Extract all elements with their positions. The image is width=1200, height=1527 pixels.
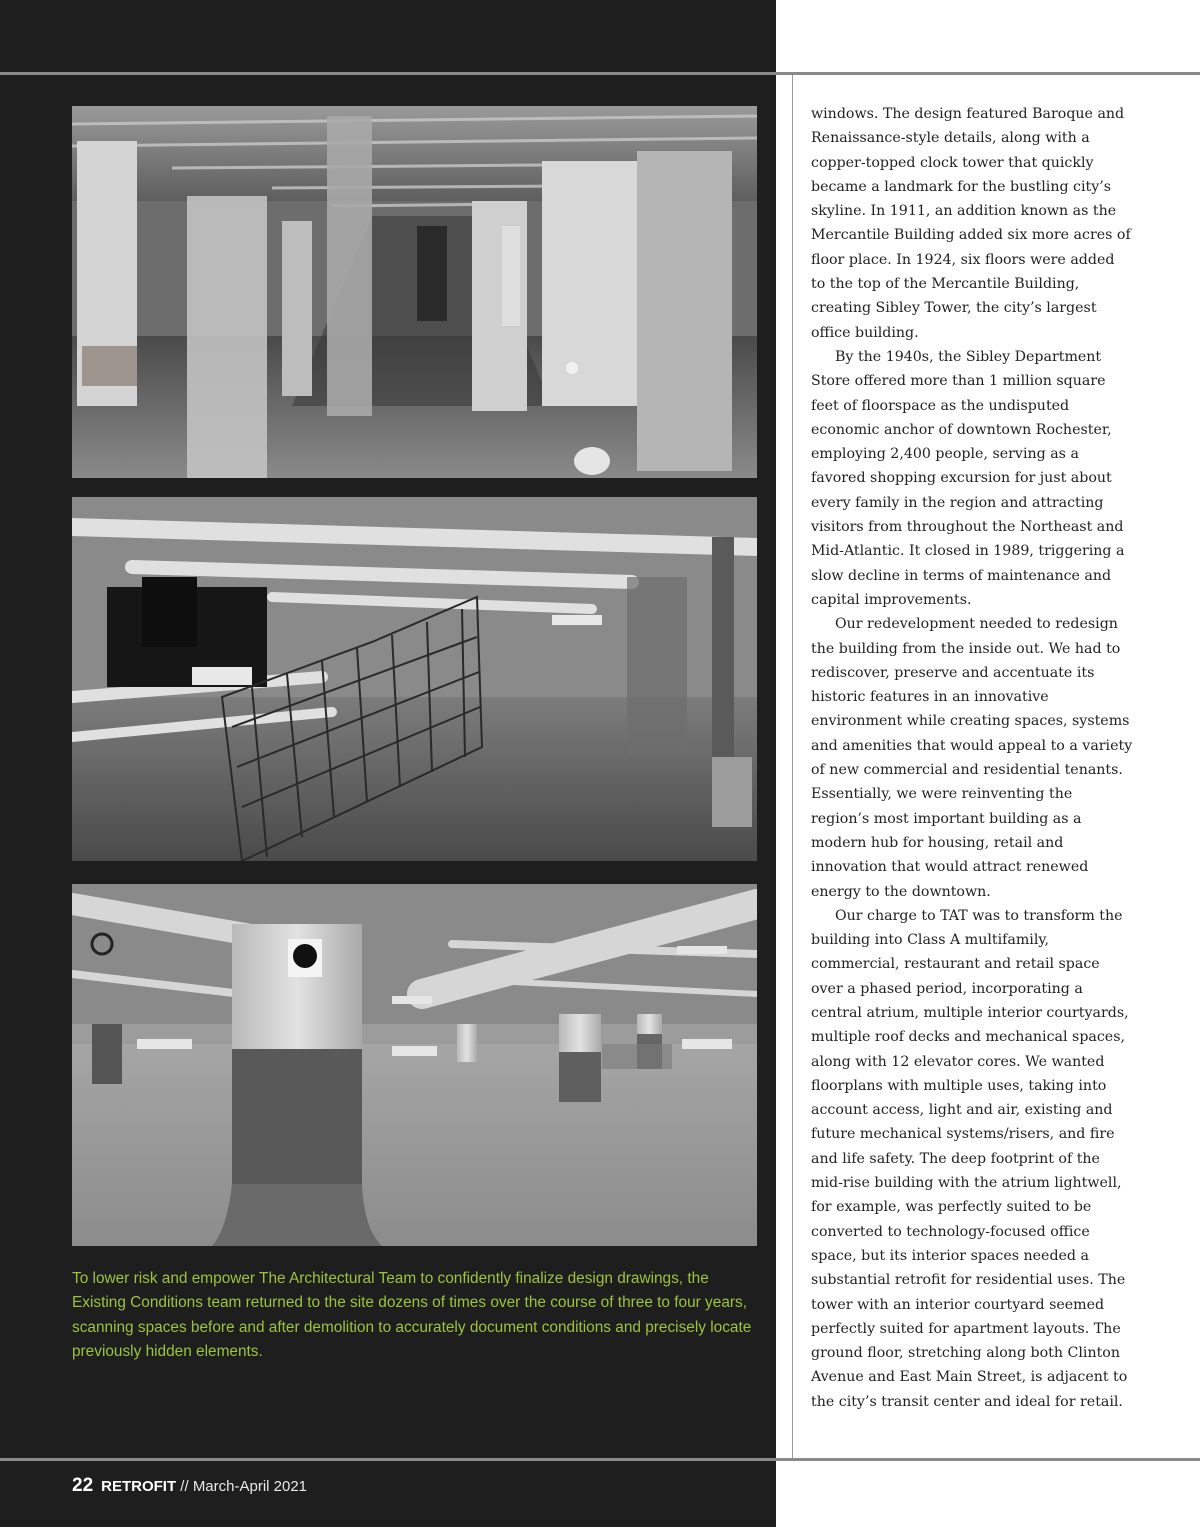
scan-photo-basement-columns [72,884,757,1246]
scan-image-1 [72,106,757,478]
photo-caption: To lower risk and empower The Architectural Team to confidently finalize design drawings, the Existing Conditions team returned to the site dozens of times over the course of three to four years, scanning spaces before and after demolition to accurately document conditions and precisely locate previously hidden elements. [72,1270,752,1360]
scan-photo-mechanical-room [72,497,757,861]
article-paragraph: windows. The design featured Baroque and Renaissance-style details, along with a copper-topped clock tower that quickly became a landmark for the bustling city’s skyline. In 1911, an addition known as the Mercantile Building added six more acres of floor place. In 1924, six floors were added to the top of the Mercantile Building, creating Sibley Tower, the city’s largest office building. [811,106,1131,341]
bottom-rule [0,1458,1200,1461]
top-rule [0,72,1200,75]
article-paragraph: By the 1940s, the Sibley Department Store offered more than 1 million square feet of floorspace as the undisputed economic anchor of downtown Rochester, employing 2,400 people, serving as a favored shopping excursion for just about every family in the region and attracting visitors from throughout the Northeast and Mid-Atlantic. It closed in 1989, triggering a slow decline in terms of maintenance and capital improvements. [811,348,1125,608]
page-number: 22 [72,1475,94,1496]
page-footer [72,1475,307,1497]
issue-date: March-April 2021 [192,1478,308,1495]
scan-image-3 [72,884,757,1246]
article-paragraph: Our redevelopment needed to redesign the building from the inside out. We had to rediscover, preserve and accentuate its historic features in an innovative environment while creating spaces, systems and amenities that would appeal to a variety of new commercial and residential tenants. Essentially, we were reinventing the region’s most important building as a modern hub for housing, retail and innovation that would attract renewed energy to the downtown. [811,616,1133,900]
article-body [811,102,1133,1414]
footer-separator: // [176,1478,193,1495]
magazine-name: RETROFIT [101,1478,177,1495]
article-paragraph: Our charge to TAT was to transform the building into Class A multifamily, commercial, restaurant and retail space over a phased period, incorporating a central atrium, multiple interior courtyards, multiple roof decks and mechanical spaces, along with 12 elevator cores. We wanted floorplans with multiple uses, taking into account access, light and air, existing and future mechanical systems/risers, and fire and life safety. The deep footprint of the mid-rise building with the atrium lightwell, for example, was perfectly suited to be converted to technology-focused office space, but its interior spaces needed a substantial retrofit for residential uses. The tower with an interior courtyard seemed perfectly suited for apartment layouts. The ground floor, stretching along both Clinton Avenue and East Main Street, is adjacent to the city’s transit center and ideal for retail. [811,907,1129,1410]
scan-image-2 [72,497,757,861]
scan-photo-corridor [72,106,757,478]
column-rule [792,75,793,1458]
